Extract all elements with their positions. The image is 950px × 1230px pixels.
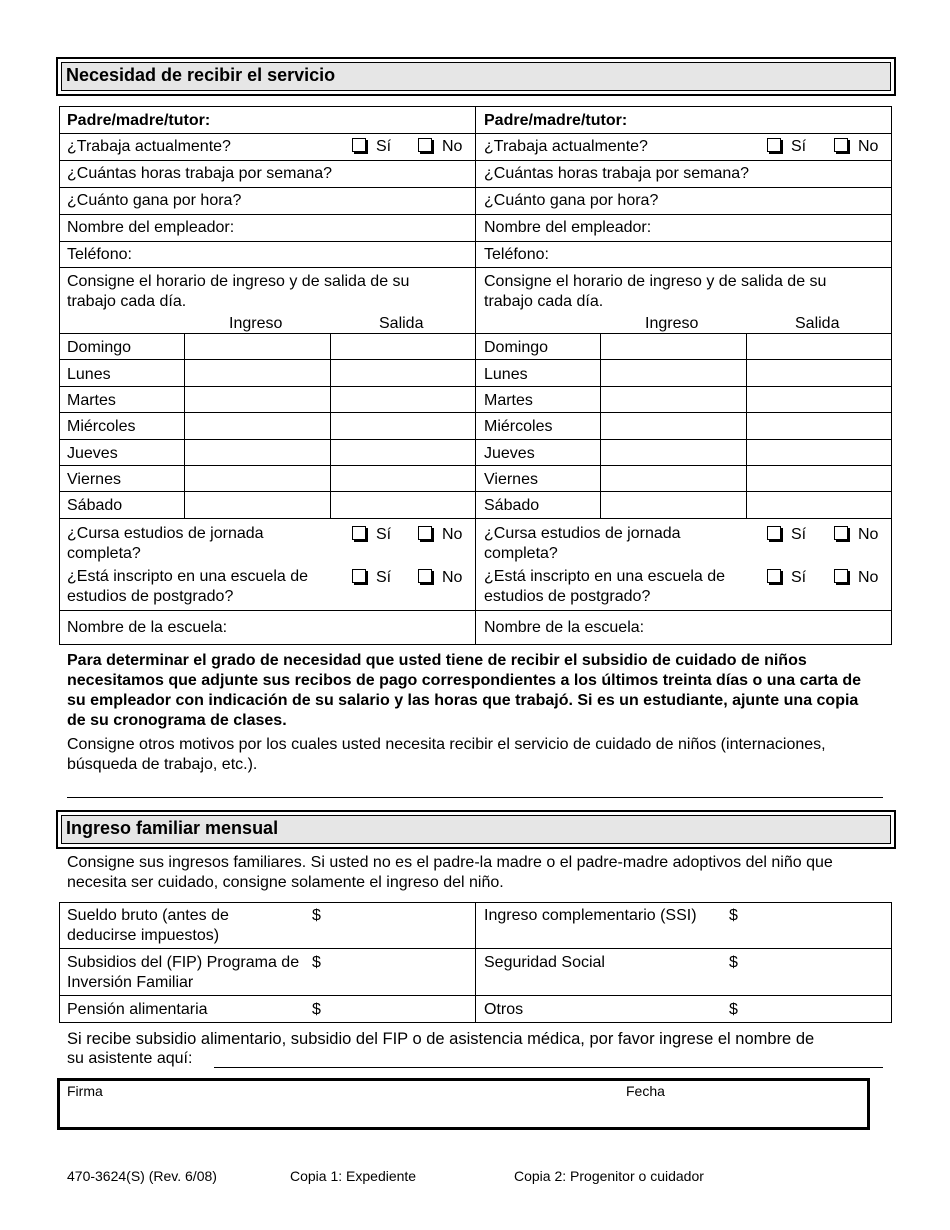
checkbox-icon — [352, 569, 366, 583]
form-number: 470-3624(S) (Rev. 6/08) — [67, 1168, 217, 1184]
in-time-header: Ingreso — [229, 315, 283, 332]
works-question: ¿Trabaja actualmente? — [484, 138, 648, 155]
day-label: Jueves — [67, 445, 118, 462]
grad-question: ¿Está inscripto en una escuela de estudios de postgrado? — [67, 568, 309, 605]
currency-sign: $ — [312, 907, 321, 924]
checkbox-icon — [767, 138, 781, 152]
day-label: Domingo — [484, 339, 549, 356]
day-label: Lunes — [484, 366, 528, 383]
income-instructions: Consigne sus ingresos familiares. Si usted no es el padre-la madre o el padre-madre adoptivos del niño que necesita ser cuidado, consigne solamente el ingreso del niño. — [67, 854, 833, 891]
copy-1-note: Copia 1: Expediente — [290, 1168, 417, 1184]
checkbox-icon — [418, 569, 432, 583]
school-label: Nombre de la escuela: — [484, 619, 645, 636]
income-label-child-support: Pensión alimentaria — [67, 1001, 208, 1018]
checkbox-icon — [834, 569, 848, 583]
checkbox-icon — [352, 138, 366, 152]
schedule-instructions: Consigne el horario de ingreso y de salida de su trabajo cada día. — [67, 273, 410, 310]
grad-no-checkbox[interactable]: No — [834, 568, 878, 588]
fulltime-no-checkbox[interactable]: No — [418, 525, 462, 545]
out-time-header: Salida — [379, 315, 424, 332]
date-label: Fecha — [626, 1083, 665, 1099]
fulltime-yes-checkbox[interactable]: Sí — [352, 525, 391, 545]
currency-sign: $ — [729, 954, 738, 971]
works-yes-checkbox[interactable]: Sí — [767, 137, 806, 157]
checkbox-icon — [418, 138, 432, 152]
in-time-header: Ingreso — [645, 315, 699, 332]
checkbox-icon — [834, 526, 848, 540]
day-label: Miércoles — [484, 418, 553, 435]
currency-sign: $ — [312, 1001, 321, 1018]
section-title-need: Necesidad de recibir el servicio — [61, 62, 891, 91]
day-label: Jueves — [484, 445, 535, 462]
currency-sign: $ — [729, 907, 738, 924]
section-header-need — [56, 57, 896, 96]
day-label: Viernes — [67, 471, 121, 488]
hours-question: ¿Cuántas horas trabaja por semana? — [67, 165, 333, 182]
checkbox-icon — [418, 526, 432, 540]
other-reasons-line[interactable] — [67, 797, 883, 798]
checkbox-icon — [352, 526, 366, 540]
day-label: Martes — [67, 392, 116, 409]
caseworker-prompt: Si recibe subsidio alimentario, subsidio del FIP o de asistencia médica, por favor ingrese el nombre de — [67, 1030, 815, 1048]
day-label: Martes — [484, 392, 533, 409]
phone-label: Teléfono: — [484, 246, 549, 263]
out-time-header: Salida — [795, 315, 840, 332]
checkbox-icon — [767, 569, 781, 583]
caseworker-name-line[interactable] — [214, 1067, 883, 1068]
grad-yes-checkbox[interactable]: Sí — [352, 568, 391, 588]
income-label-social-security: Seguridad Social — [484, 954, 605, 971]
caseworker-prompt-label: su asistente aquí: — [67, 1050, 193, 1067]
signature-box[interactable] — [57, 1078, 870, 1130]
works-no-checkbox[interactable]: No — [834, 137, 878, 157]
checkbox-icon — [834, 138, 848, 152]
grad-no-checkbox[interactable]: No — [418, 568, 462, 588]
grad-question: ¿Está inscripto en una escuela de estudios de postgrado? — [484, 568, 726, 605]
income-label-ssi: Ingreso complementario (SSI) — [484, 907, 697, 924]
fulltime-question: ¿Cursa estudios de jornada completa? — [67, 525, 264, 562]
fulltime-question: ¿Cursa estudios de jornada completa? — [484, 525, 681, 562]
works-yes-checkbox[interactable]: Sí — [352, 137, 391, 157]
grad-yes-checkbox[interactable]: Sí — [767, 568, 806, 588]
employer-label: Nombre del empleador: — [67, 219, 235, 236]
signature-label: Firma — [67, 1083, 103, 1099]
wage-question: ¿Cuánto gana por hora? — [484, 192, 659, 209]
copy-2-note: Copia 2: Progenitor o cuidador — [514, 1168, 704, 1184]
income-label-gross-wages: Sueldo bruto (antes de deducirse impuestos) — [67, 907, 229, 944]
parent-label: Padre/madre/tutor: — [484, 112, 628, 129]
currency-sign: $ — [729, 1001, 738, 1018]
fulltime-no-checkbox[interactable]: No — [834, 525, 878, 545]
section-header-income — [56, 810, 896, 849]
fulltime-yes-checkbox[interactable]: Sí — [767, 525, 806, 545]
hours-question: ¿Cuántas horas trabaja por semana? — [484, 165, 750, 182]
wage-question: ¿Cuánto gana por hora? — [67, 192, 242, 209]
day-label: Sábado — [67, 497, 123, 514]
day-label: Domingo — [67, 339, 132, 356]
employer-label: Nombre del empleador: — [484, 219, 652, 236]
checkbox-icon — [767, 526, 781, 540]
income-label-fip: Subsidios del (FIP) Programa de Inversión Familiar — [67, 954, 300, 991]
other-reasons-text: Consigne otros motivos por los cuales usted necesita recibir el servicio de cuidado de niños (internaciones, búsqueda de trabajo, etc.). — [67, 736, 826, 773]
works-no-checkbox[interactable]: No — [418, 137, 462, 157]
section-title-income: Ingreso familiar mensual — [61, 815, 891, 844]
works-question: ¿Trabaja actualmente? — [67, 138, 231, 155]
school-label: Nombre de la escuela: — [67, 619, 228, 636]
schedule-instructions: Consigne el horario de ingreso y de salida de su trabajo cada día. — [484, 273, 827, 310]
day-label: Miércoles — [67, 418, 136, 435]
day-label: Sábado — [484, 497, 540, 514]
need-notice: Para determinar el grado de necesidad que usted tiene de recibir el subsidio de cuidado de niños necesitamos que adjunte sus recibos de pago correspondientes a los últimos treinta días o una carta de su empleador con indicación de su salario y las horas que trabajó. Si es un estudiante, ajunte una copia de su cronograma de clases. — [67, 652, 861, 729]
phone-label: Teléfono: — [67, 246, 132, 263]
day-label: Lunes — [67, 366, 111, 383]
parent-label: Padre/madre/tutor: — [67, 112, 211, 129]
day-label: Viernes — [484, 471, 538, 488]
currency-sign: $ — [312, 954, 321, 971]
income-label-other: Otros — [484, 1001, 524, 1018]
